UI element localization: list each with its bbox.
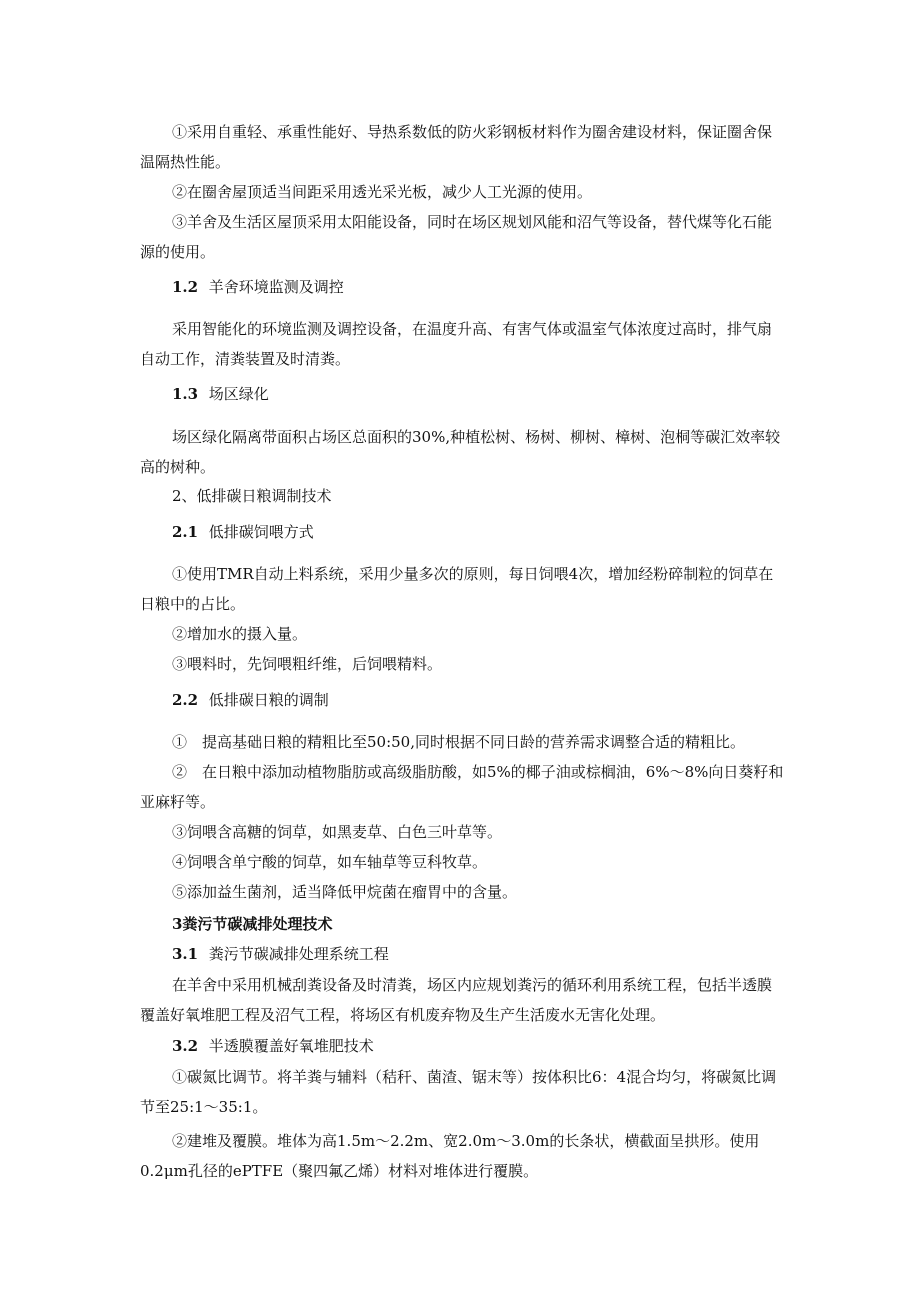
heading-title: 低排碳日粮的调制 [208,691,329,709]
paragraph-1: ①采用自重轻、承重性能好、导热系数低的防火彩钢板材料作为圈舍建设材料，保证圈舍保温隔热性能。 [140,123,773,171]
heading-number: 2.1 [172,523,199,541]
heading-number: 1.2 [172,278,199,296]
heading-title: 半透膜覆盖好氧堆肥技术 [208,1037,374,1055]
paragraph-9: ① 提高基础日粮的精粗比至50:50,同时根据不同日龄的营养需求调整合适的精粗比。 [172,733,745,751]
heading-number: 3.1 [172,945,199,963]
heading-2-2 [172,690,329,710]
paragraph-14: 在羊舍中采用机械刮粪设备及时清粪，场区内应规划粪污的循环利用系统工程，包括半透膜覆盖好氧堆肥工程及沼气工程，将场区有机废弃物及生产生活废水无害化处理。 [140,976,773,1024]
heading-1-3 [172,384,269,404]
paragraph-6: ①使用TMR自动上料系统，采用少量多次的原则，每日饲喂4次，增加经粉碎制粒的饲草在日粮中的占比。 [140,565,774,613]
heading-title: 场区绿化 [208,385,269,403]
paragraph-13: ⑤添加益生菌剂，适当降低甲烷菌在瘤胃中的含量。 [172,883,518,901]
heading-number: 2.2 [172,691,199,709]
heading-title: 3粪污节碳减排处理技术 [172,915,333,933]
heading-3-1 [172,944,389,964]
heading-number: 1.3 [172,385,199,403]
paragraph-11: ③饲喂含高糖的饲草，如黑麦草、白色三叶草等。 [172,823,503,841]
paragraph-7: ②增加水的摄入量。 [172,625,308,643]
heading-1-2 [172,277,344,297]
heading-title: 粪污节碳减排处理系统工程 [208,945,389,963]
paragraph-10: ② 在日粮中添加动植物脂肪或高级脂肪酸，如5%的椰子油或棕榈油，6%～8%向日葵籽和亚麻籽等。 [140,763,784,811]
heading-number: 3.2 [172,1037,199,1055]
paragraph-15: ①碳氮比调节。将羊粪与辅料（秸秆、菌渣、锯末等）按体积比6：4混合均匀，将碳氮比调节至25:1～35:1。 [140,1068,777,1116]
paragraph-16: ②建堆及覆膜。堆体为高1.5m～2.2m、宽2.0m～3.0m的长条状，横截面呈拱形。使用0.2μm孔径的ePTFE（聚四氟乙烯）材料对堆体进行覆膜。 [140,1132,760,1180]
heading-2 [172,486,332,506]
paragraph-8: ③喂料时，先饲喂粗纤维，后饲喂精料。 [172,655,443,673]
heading-title: 2、低排碳日粮调制技术 [172,487,332,505]
heading-title: 低排碳饲喂方式 [208,523,314,541]
paragraph-5: 场区绿化隔离带面积占场区总面积的30%,种植松树、杨树、柳树、樟树、泡桐等碳汇效率较高的树种。 [140,428,781,476]
paragraph-12: ④饲喂含单宁酸的饲草，如车轴草等豆科牧草。 [172,853,488,871]
paragraph-3: ③羊舍及生活区屋顶采用太阳能设备，同时在场区规划风能和沼气等设备，替代煤等化石能源的使用。 [140,213,773,261]
heading-3 [172,914,332,934]
heading-3-2 [172,1036,374,1056]
heading-title: 羊舍环境监测及调控 [208,278,344,296]
heading-2-1 [172,522,314,542]
paragraph-4: 采用智能化的环境监测及调控设备，在温度升高、有害气体或温室气体浓度过高时，排气扇自动工作，清粪装置及时清粪。 [140,320,773,368]
paragraph-2: ②在圈舍屋顶适当间距采用透光采光板，减少人工光源的使用。 [172,183,593,201]
